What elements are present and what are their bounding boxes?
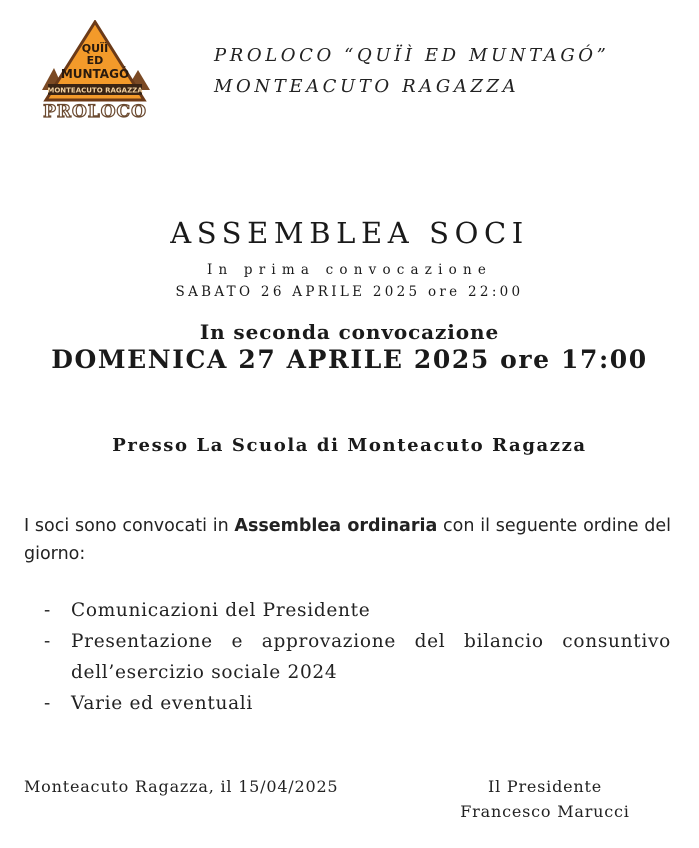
signer-name: Francesco Marucci (460, 802, 630, 821)
agenda-item-text: Presentazione e approvazione del bilancio consuntivo dell’esercizio sociale 2024 (71, 631, 671, 683)
list-dash: - (44, 600, 51, 621)
agenda-item-text: Comunicazioni del Presidente (71, 600, 371, 621)
association-name: PROLOCO “QUÏÌ ED MUNTAGÓ” (214, 45, 610, 66)
agenda-item (44, 688, 671, 719)
logo-text-3: MUNTAGÓ (60, 67, 130, 81)
agenda-item (44, 595, 671, 626)
second-call-label: In seconda convocazione (199, 320, 500, 344)
intro-text-before: I soci sono convocati in (24, 516, 235, 536)
agenda-item-text: Varie ed eventuali (71, 693, 254, 714)
signer-role: Il Presidente (487, 777, 603, 796)
proloco-logo (34, 20, 156, 124)
notice-title: ASSEMBLEA SOCI (170, 216, 529, 250)
logo-wordmark: PROLOCO (43, 102, 147, 122)
list-dash: - (44, 631, 51, 652)
intro-text-after: con il seguente ordine del giorno: (24, 516, 671, 564)
agenda-list (44, 595, 671, 719)
intro-paragraph (24, 512, 671, 568)
first-call-label: In prima convocazione (206, 262, 493, 278)
list-dash: - (44, 693, 51, 714)
association-location: MONTEACUTO RAGAZZA (214, 76, 520, 97)
logo-text-2: ED (86, 54, 104, 67)
intro-text-bold: Assemblea ordinaria (234, 516, 438, 536)
meeting-location: Presso La Scuola di Monteacuto Ragazza (112, 435, 587, 456)
place-and-date: Monteacuto Ragazza, il 15/04/2025 (24, 777, 339, 796)
logo-text-4: MONTEACUTO RAGAZZA (47, 86, 143, 95)
second-call-date: DOMENICA 27 APRILE 2025 ore 17:00 (51, 345, 648, 374)
logo-text-1: QUÏÌ (81, 42, 109, 55)
first-call-date: SABATO 26 APRILE 2025 ore 22:00 (175, 284, 524, 300)
agenda-item (44, 626, 671, 688)
